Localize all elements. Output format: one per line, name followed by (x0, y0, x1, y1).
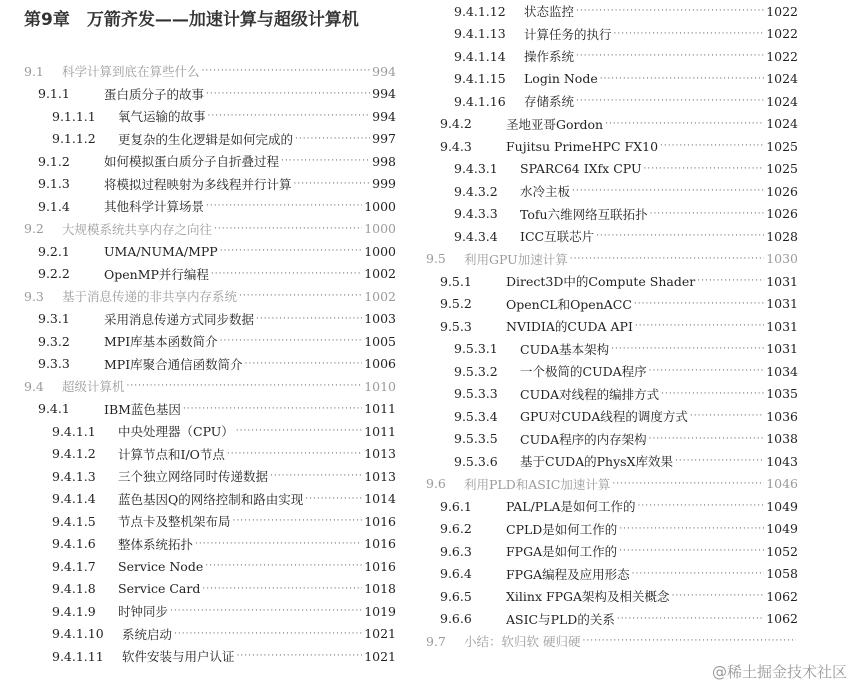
toc-entry[interactable] (426, 405, 798, 428)
section-title: ICC互联芯片 (520, 229, 595, 245)
section-title: 超级计算机 (62, 379, 125, 395)
page-number: 1043 (766, 453, 798, 469)
section-number: 9.1.1.2 (52, 131, 96, 147)
page-number: 1000 (364, 221, 396, 237)
section-title: 计算任务的执行 (524, 26, 612, 42)
dot-leader (270, 471, 362, 481)
section-number: 9.1.3 (38, 176, 70, 192)
section-title: 状态监控 (524, 4, 575, 20)
toc-right-column (426, 0, 798, 653)
toc-entry[interactable] (24, 398, 396, 421)
section-title: 更复杂的生化逻辑是如何完成的 (118, 131, 294, 147)
dot-leader (582, 636, 796, 646)
toc-entry[interactable] (24, 353, 396, 376)
section-number: 9.5.3.3 (454, 386, 498, 402)
dot-leader (596, 231, 764, 241)
page-number: 1046 (766, 476, 798, 492)
toc-entry[interactable] (426, 540, 798, 563)
section-title: CUDA基本架构 (520, 341, 610, 357)
page-number: 1058 (766, 566, 798, 582)
section-title: 蓝色基因Q的网络控制和路由实现 (118, 491, 304, 507)
section-title: 中央处理器（CPU） (118, 424, 234, 440)
dot-leader (612, 479, 764, 489)
dot-leader (305, 494, 362, 504)
page-number: 1025 (766, 161, 798, 177)
section-number: 9.4.1.16 (454, 93, 506, 109)
section-title: Fujitsu PrimeHPC FX10 (506, 138, 659, 154)
section-number: 9.5.2 (440, 296, 472, 312)
section-title: 水冷主板 (520, 184, 571, 200)
section-title: CPLD是如何工作的 (506, 521, 618, 537)
section-number: 9.6.4 (440, 566, 472, 582)
section-number: 9.4.1 (38, 401, 70, 417)
page-number: 1022 (766, 3, 798, 19)
page-number: 1013 (364, 468, 396, 484)
section-title: 整体系统拓扑 (118, 536, 194, 552)
toc-entry[interactable] (24, 623, 396, 646)
section-title: 蛋白质分子的故事 (104, 86, 205, 102)
section-number: 9.4.2 (440, 116, 472, 132)
dot-leader (294, 179, 371, 189)
toc-entry[interactable] (24, 465, 396, 488)
section-number: 9.1 (24, 63, 44, 79)
section-number: 9.6.1 (440, 498, 472, 514)
toc-entry[interactable] (426, 338, 798, 361)
dot-leader (675, 456, 764, 466)
toc-entry[interactable] (426, 270, 798, 293)
section-title: 存储系统 (524, 94, 575, 110)
toc-entry[interactable] (24, 600, 396, 623)
page-number: 1026 (766, 183, 798, 199)
toc-entry[interactable] (24, 150, 396, 173)
dot-leader (649, 366, 765, 376)
page-number: 994 (372, 86, 396, 102)
dot-leader (638, 501, 765, 511)
section-number: 9.2 (24, 221, 44, 237)
toc-entry[interactable] (24, 263, 396, 286)
toc-entry[interactable] (24, 128, 396, 151)
section-title: 科学计算到底在算些什么 (62, 64, 200, 80)
page-number: 1024 (766, 93, 798, 109)
dot-leader (572, 186, 764, 196)
dot-leader (211, 269, 362, 279)
section-title: 节点卡及整机架布局 (118, 514, 231, 530)
dot-leader (239, 291, 362, 301)
dot-leader (208, 111, 371, 121)
toc-entry[interactable] (426, 248, 798, 271)
section-number: 9.3.2 (38, 333, 70, 349)
toc-entry[interactable] (426, 203, 798, 226)
toc-entry[interactable] (426, 135, 798, 158)
section-title: 氧气运输的故事 (118, 109, 206, 125)
toc-entry[interactable] (24, 555, 396, 578)
toc-entry[interactable] (24, 510, 396, 533)
section-title: Tofu六维网络互联拓扑 (520, 206, 648, 222)
section-title: 其他科学计算场景 (104, 199, 205, 215)
dot-leader (617, 614, 764, 624)
dot-leader (690, 411, 764, 421)
toc-entry[interactable] (426, 158, 798, 181)
section-number: 9.4.1.5 (52, 513, 96, 529)
dot-leader (202, 66, 371, 76)
section-title: 大规模系统共享内存之向往 (62, 221, 213, 237)
section-number: 9.4.1.2 (52, 446, 96, 462)
toc-entry[interactable] (24, 488, 396, 511)
section-number: 9.4.1.15 (454, 71, 506, 87)
section-number: 9.4.1.13 (454, 26, 506, 42)
toc-list-left (24, 60, 396, 668)
watermark: @稀土掘金技术社区 (711, 663, 847, 681)
toc-entry[interactable] (426, 630, 798, 653)
page-number: 1025 (766, 138, 798, 154)
toc-entry[interactable] (426, 428, 798, 451)
toc-entry[interactable] (426, 383, 798, 406)
dot-leader (643, 164, 764, 174)
section-title: 软件安装与用户认证 (122, 649, 235, 665)
section-number: 9.1.1 (38, 86, 70, 102)
section-title: FPGA编程及应用形态 (506, 566, 630, 582)
page-number: 1026 (766, 206, 798, 222)
section-number: 9.6.6 (440, 611, 472, 627)
toc-entry[interactable] (24, 60, 396, 83)
toc-entry[interactable] (426, 90, 798, 113)
section-number: 9.1.2 (38, 153, 70, 169)
section-number: 9.4.1.9 (52, 603, 96, 619)
toc-entry[interactable] (24, 330, 396, 353)
dot-leader (227, 449, 362, 459)
page-number: 1036 (766, 408, 798, 424)
page-number: 1022 (766, 48, 798, 64)
section-title: OpenCL和OpenACC (506, 296, 632, 312)
page-number: 1024 (766, 71, 798, 87)
page-number: 1052 (766, 543, 798, 559)
page-number: 1031 (766, 318, 798, 334)
section-number: 9.2.1 (38, 243, 70, 259)
section-number: 9.4.1.10 (52, 626, 104, 642)
page-number: 1024 (766, 116, 798, 132)
toc-entry[interactable] (24, 420, 396, 443)
section-number: 9.7 (426, 633, 446, 649)
dot-leader (170, 606, 362, 616)
section-number: 9.2.2 (38, 266, 70, 282)
section-number: 9.5.1 (440, 273, 472, 289)
chapter-title: 第9章 万箭齐发——加速计算与超级计算机 (24, 10, 359, 30)
toc-entry[interactable] (426, 563, 798, 586)
toc-entry[interactable] (24, 195, 396, 218)
section-number: 9.5.3.4 (454, 408, 498, 424)
dot-leader (205, 561, 362, 571)
section-title: CUDA程序的内存架构 (520, 431, 647, 447)
section-number: 9.4.1.14 (454, 48, 506, 64)
dot-leader (202, 584, 362, 594)
page-number: 998 (372, 153, 396, 169)
toc-entry[interactable] (426, 0, 798, 23)
section-title: FPGA是如何工作的 (506, 544, 618, 560)
dot-leader (220, 246, 362, 256)
page-number: 1000 (364, 198, 396, 214)
page-number: 1035 (766, 386, 798, 402)
section-number: 9.4.1.8 (52, 581, 96, 597)
toc-entry[interactable] (24, 308, 396, 331)
page-number: 1062 (766, 611, 798, 627)
page-number: 997 (372, 131, 396, 147)
toc-left-column (24, 0, 396, 668)
dot-leader (672, 591, 765, 601)
page-number: 1049 (766, 498, 798, 514)
dot-leader (649, 434, 765, 444)
dot-leader (576, 51, 764, 61)
dot-leader (611, 344, 764, 354)
page-number: 1021 (364, 626, 396, 642)
dot-leader (183, 404, 362, 414)
section-title: 采用消息传递方式同步数据 (104, 311, 255, 327)
dot-leader (632, 569, 765, 579)
page-number: 1011 (364, 423, 396, 439)
section-title: 将模拟过程映射为多线程并行计算 (104, 176, 292, 192)
section-number: 9.3.3 (38, 356, 70, 372)
dot-leader (600, 74, 764, 84)
toc-entry[interactable] (426, 45, 798, 68)
section-number: 9.6.3 (440, 543, 472, 559)
page-number: 1018 (364, 581, 396, 597)
toc-list-right (426, 0, 798, 653)
section-title: 基于CUDA的PhysX库效果 (520, 454, 673, 470)
section-title: 利用PLD和ASIC加速计算 (464, 476, 611, 492)
toc-entry[interactable] (24, 105, 396, 128)
dot-leader (605, 119, 764, 129)
toc-entry[interactable] (426, 495, 798, 518)
section-title: NVIDIA的CUDA API (506, 319, 633, 335)
section-title: MPI库聚合通信函数简介 (104, 356, 243, 372)
page-number: 1005 (364, 333, 396, 349)
dot-leader (237, 651, 363, 661)
toc-entry[interactable] (24, 218, 396, 241)
toc-entry[interactable] (426, 585, 798, 608)
dot-leader (236, 426, 362, 436)
page-number: 1031 (766, 296, 798, 312)
section-number: 9.4.1.4 (52, 491, 96, 507)
page-number: 1030 (766, 251, 798, 267)
toc-entry[interactable] (426, 450, 798, 473)
toc-entry[interactable] (426, 68, 798, 91)
dot-leader (661, 389, 764, 399)
section-number: 9.3.1 (38, 311, 70, 327)
section-title: PAL/PLA是如何工作的 (506, 499, 636, 515)
page-number: 1021 (364, 648, 396, 664)
toc-entry[interactable] (426, 113, 798, 136)
dot-leader (174, 629, 362, 639)
page-number: 994 (372, 63, 396, 79)
section-title: 系统启动 (122, 626, 173, 642)
page-number: 1002 (364, 266, 396, 282)
toc-entry[interactable] (426, 293, 798, 316)
section-title: 时钟同步 (118, 604, 169, 620)
section-title: UMA/NUMA/MPP (104, 243, 218, 259)
dot-leader (281, 156, 370, 166)
page-number: 1006 (364, 356, 396, 372)
section-title: Xilinx FPGA架构及相关概念 (506, 589, 670, 605)
toc-entry[interactable] (24, 240, 396, 263)
page-number: 994 (372, 108, 396, 124)
page-number: 1019 (364, 603, 396, 619)
toc-entry[interactable] (24, 578, 396, 601)
section-number: 9.6.2 (440, 521, 472, 537)
section-title: CUDA对线程的编排方式 (520, 386, 660, 402)
dot-leader (570, 254, 764, 264)
section-title: ASIC与PLD的关系 (506, 611, 615, 627)
dot-leader (576, 6, 764, 16)
toc-entry[interactable] (24, 645, 396, 668)
dot-leader (614, 29, 765, 39)
toc-entry[interactable] (24, 285, 396, 308)
page-number: 1002 (364, 288, 396, 304)
section-title: GPU对CUDA线程的调度方式 (520, 409, 688, 425)
dot-leader (195, 539, 362, 549)
section-title: 计算节点和I/O节点 (118, 446, 225, 462)
section-title: 圣地亚哥Gordon (506, 116, 604, 132)
page-number: 1010 (364, 378, 396, 394)
section-title: IBM蓝色基因 (104, 401, 181, 417)
section-number: 9.5 (426, 251, 446, 267)
page-number: 1003 (364, 311, 396, 327)
dot-leader (635, 321, 764, 331)
dot-leader (214, 224, 362, 234)
section-number: 9.3 (24, 288, 44, 304)
toc-entry[interactable] (24, 83, 396, 106)
section-number: 9.4.3.3 (454, 206, 498, 222)
section-title: SPARC64 IXfx CPU (520, 161, 642, 177)
toc-entry[interactable] (426, 315, 798, 338)
dot-leader (634, 299, 764, 309)
section-number: 9.4.3.1 (454, 161, 498, 177)
page-number: 1031 (766, 341, 798, 357)
dot-leader (245, 359, 363, 369)
section-title: 利用GPU加速计算 (464, 251, 568, 267)
section-number: 9.5.3.5 (454, 431, 498, 447)
toc-entry[interactable] (426, 23, 798, 46)
section-title: 小结：软归软 硬归硬 (464, 634, 581, 650)
page-number: 1034 (766, 363, 798, 379)
page-number: 1049 (766, 521, 798, 537)
dot-leader (256, 314, 362, 324)
section-number: 9.6.5 (440, 588, 472, 604)
section-title: 基于消息传递的非共享内存系统 (62, 289, 238, 305)
section-title: 三个独立网络同时传递数据 (118, 469, 269, 485)
dot-leader (127, 381, 363, 391)
page-number: 1014 (364, 491, 396, 507)
dot-leader (697, 276, 764, 286)
page-number: 1013 (364, 446, 396, 462)
section-number: 9.4.3.4 (454, 228, 498, 244)
section-title: Direct3D中的Compute Shader (506, 274, 696, 290)
dot-leader (233, 516, 363, 526)
dot-leader (206, 201, 362, 211)
dot-leader (220, 336, 363, 346)
section-number: 9.1.4 (38, 198, 70, 214)
section-title: Login Node (524, 71, 598, 87)
page-number: 1031 (766, 273, 798, 289)
toc-entry[interactable] (24, 375, 396, 398)
page-number: 999 (372, 176, 396, 192)
dot-leader (576, 96, 764, 106)
dot-leader (619, 524, 764, 534)
section-number: 9.4.3.2 (454, 183, 498, 199)
section-title: MPI库基本函数简介 (104, 334, 218, 350)
section-number: 9.4.1.11 (52, 648, 104, 664)
page-number: 1000 (364, 243, 396, 259)
page-number: 1016 (364, 536, 396, 552)
page-number: 1022 (766, 26, 798, 42)
toc-entry[interactable] (426, 360, 798, 383)
toc-entry[interactable] (24, 443, 396, 466)
page-number: 1062 (766, 588, 798, 604)
section-title: Service Card (118, 581, 201, 597)
dot-leader (660, 141, 764, 151)
section-number: 9.4.1.7 (52, 558, 96, 574)
dot-leader (295, 134, 370, 144)
page-number: 1038 (766, 431, 798, 447)
section-number: 9.5.3.6 (454, 453, 498, 469)
section-number: 9.4.3 (440, 138, 472, 154)
section-number: 9.5.3 (440, 318, 472, 334)
section-title: 如何模拟蛋白质分子自折叠过程 (104, 154, 280, 170)
toc-entry[interactable] (24, 533, 396, 556)
section-title: OpenMP并行编程 (104, 266, 209, 282)
section-number: 9.5.3.1 (454, 341, 498, 357)
toc-entry[interactable] (426, 225, 798, 248)
section-number: 9.4.1.3 (52, 468, 96, 484)
toc-entry[interactable] (24, 173, 396, 196)
dot-leader (650, 209, 765, 219)
toc-entry[interactable] (426, 608, 798, 631)
toc-entry[interactable] (426, 473, 798, 496)
section-title: 一个极简的CUDA程序 (520, 364, 647, 380)
page-number: 1028 (766, 228, 798, 244)
section-number: 9.4.1.6 (52, 536, 96, 552)
dot-leader (619, 546, 764, 556)
section-number: 9.4.1.12 (454, 3, 506, 19)
section-number: 9.4.1.1 (52, 423, 96, 439)
section-number: 9.5.3.2 (454, 363, 498, 379)
section-title: Service Node (118, 558, 204, 574)
section-number: 9.1.1.1 (52, 108, 96, 124)
section-number: 9.4 (24, 378, 44, 394)
toc-entry[interactable] (426, 518, 798, 541)
page-number: 1011 (364, 401, 396, 417)
toc-entry[interactable] (426, 180, 798, 203)
dot-leader (206, 89, 370, 99)
section-title: 操作系统 (524, 49, 575, 65)
page-number: 1016 (364, 513, 396, 529)
section-number: 9.6 (426, 476, 446, 492)
page-number: 1016 (364, 558, 396, 574)
